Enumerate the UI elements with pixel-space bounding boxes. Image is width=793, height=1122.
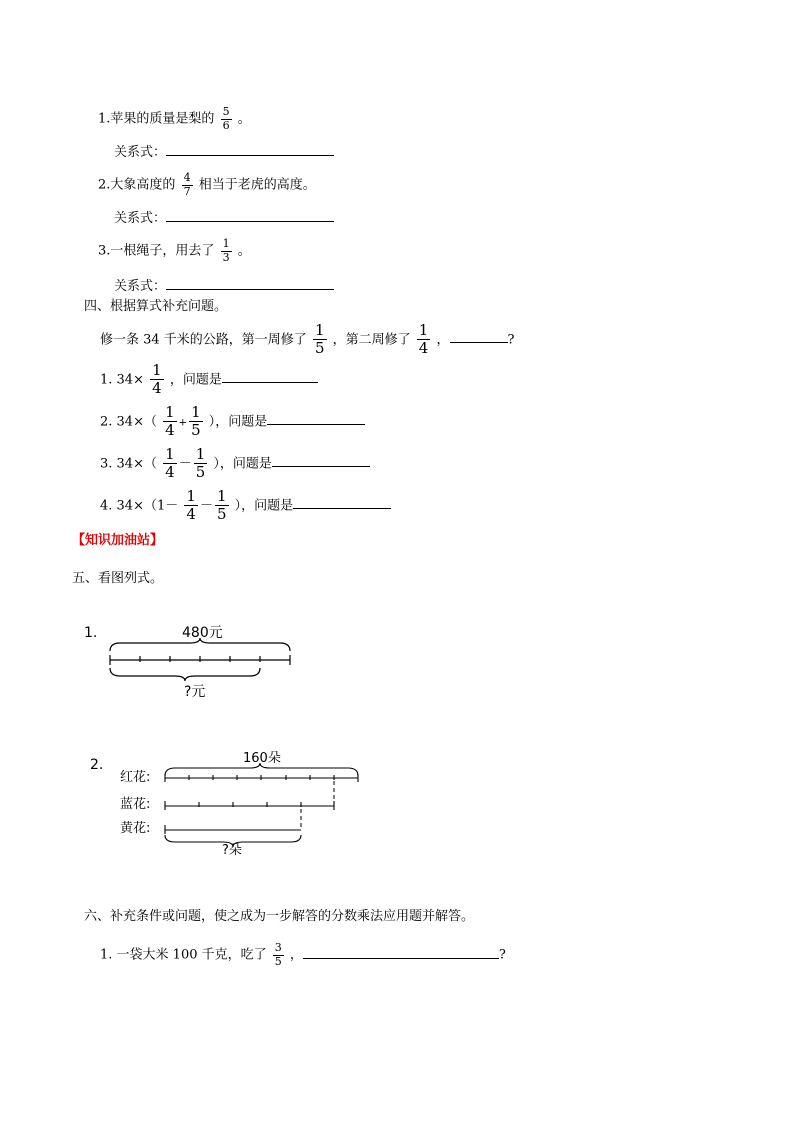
knowledge-banner: 【知识加油站】	[72, 533, 164, 548]
diagram-1-bottom-brace	[110, 668, 260, 681]
expr-1-ask: ，问题是	[169, 372, 222, 388]
fraction-1-3: $\frac{1}{3}$	[222, 237, 230, 264]
fraction-5-6: $\frac{5}{6}$	[222, 105, 230, 132]
fraction-1-5: $\frac{1}{5}$	[314, 321, 325, 358]
diagram-1-top-label: 480元	[182, 625, 223, 641]
intro-comma: ，	[436, 332, 450, 348]
section-6-blank[interactable]	[303, 958, 499, 959]
expr-1-prefix: 1. 34×	[100, 372, 144, 388]
close-paren: ）	[208, 414, 216, 430]
expr-3-ask: ，问题是	[219, 456, 272, 472]
item-1-text: 1.苹果的质量是梨的	[98, 111, 215, 127]
fraction-1-5: $\frac{1}{5}$	[191, 403, 201, 440]
section-6-question-mark: ?	[498, 947, 506, 963]
plus-sign: +	[178, 417, 188, 429]
expr-3-prefix: 3. 34×（	[100, 456, 157, 472]
red-flower-label: 红花:	[120, 770, 151, 785]
blue-flower-label: 蓝花:	[120, 797, 151, 812]
diagram-2-top-label: 160朵	[243, 751, 281, 766]
item-3-text: 3.一根绳子，用去了	[98, 243, 215, 259]
relation-label: 关系式：	[114, 279, 167, 294]
section-6-item-1-text: 1. 一袋大米 100 千克，吃了	[100, 947, 267, 963]
item-2-end: 相当于老虎的高度。	[198, 177, 316, 193]
diagram-1-bottom-label: ?元	[184, 684, 206, 700]
close-paren: ）	[234, 498, 242, 514]
relation-label: 关系式：	[114, 211, 167, 226]
intro-question-mark: ?	[507, 332, 515, 348]
item-2-text: 2.大象高度的	[98, 177, 176, 193]
expr-4-ask: ，问题是	[241, 498, 294, 514]
close-paren: ）	[213, 456, 220, 472]
fraction-1-4: $\frac{1}{4}$	[165, 445, 175, 482]
expr-4-prefix: 4. 34×（1－	[100, 498, 179, 514]
minus-sign: －	[178, 456, 192, 472]
section-6-title: 六、补充条件或问题，使之成为一步解答的分数乘法应用题并解答。	[84, 909, 475, 924]
expr-2-ask: ，问题是	[215, 414, 268, 430]
yellow-flower-label: 黄花:	[120, 821, 151, 836]
section-6-item-1	[100, 942, 506, 968]
fraction-1-5: $\frac{1}{5}$	[195, 445, 206, 482]
fraction-3-5: $\frac{3}{5}$	[274, 941, 282, 968]
intro-text: 修一条 34 千米的公路，第一周修了	[100, 332, 307, 348]
fraction-1-4: $\frac{1}{4}$	[418, 321, 429, 358]
fraction-1-4: $\frac{1}{4}$	[152, 361, 162, 398]
diagram-1-top-brace	[110, 638, 290, 651]
expr-2-prefix: 2. 34×（	[100, 414, 157, 430]
diagram-1-number: 1.	[84, 625, 98, 641]
item-3-end: 。	[237, 243, 251, 259]
fraction-1-4: $\frac{1}{4}$	[165, 403, 175, 440]
section-5-title: 五、看图列式。	[72, 571, 164, 586]
item-1-end: 。	[237, 111, 251, 127]
intro-text-mid: ，第二周修了	[332, 332, 411, 348]
minus-sign: －	[199, 498, 213, 514]
diagram-2-bottom-label: ?朵	[222, 843, 242, 858]
fraction-1-5: $\frac{1}{5}$	[216, 487, 227, 524]
fraction-1-4: $\frac{1}{4}$	[186, 487, 196, 524]
section-4-title: 四、根据算式补充问题。	[84, 299, 228, 314]
fraction-4-7: $\frac{4}{7}$	[183, 171, 191, 198]
section-6-comma: ，	[289, 947, 303, 963]
diagram-2-number: 2.	[90, 757, 104, 773]
relation-label: 关系式：	[114, 145, 167, 160]
